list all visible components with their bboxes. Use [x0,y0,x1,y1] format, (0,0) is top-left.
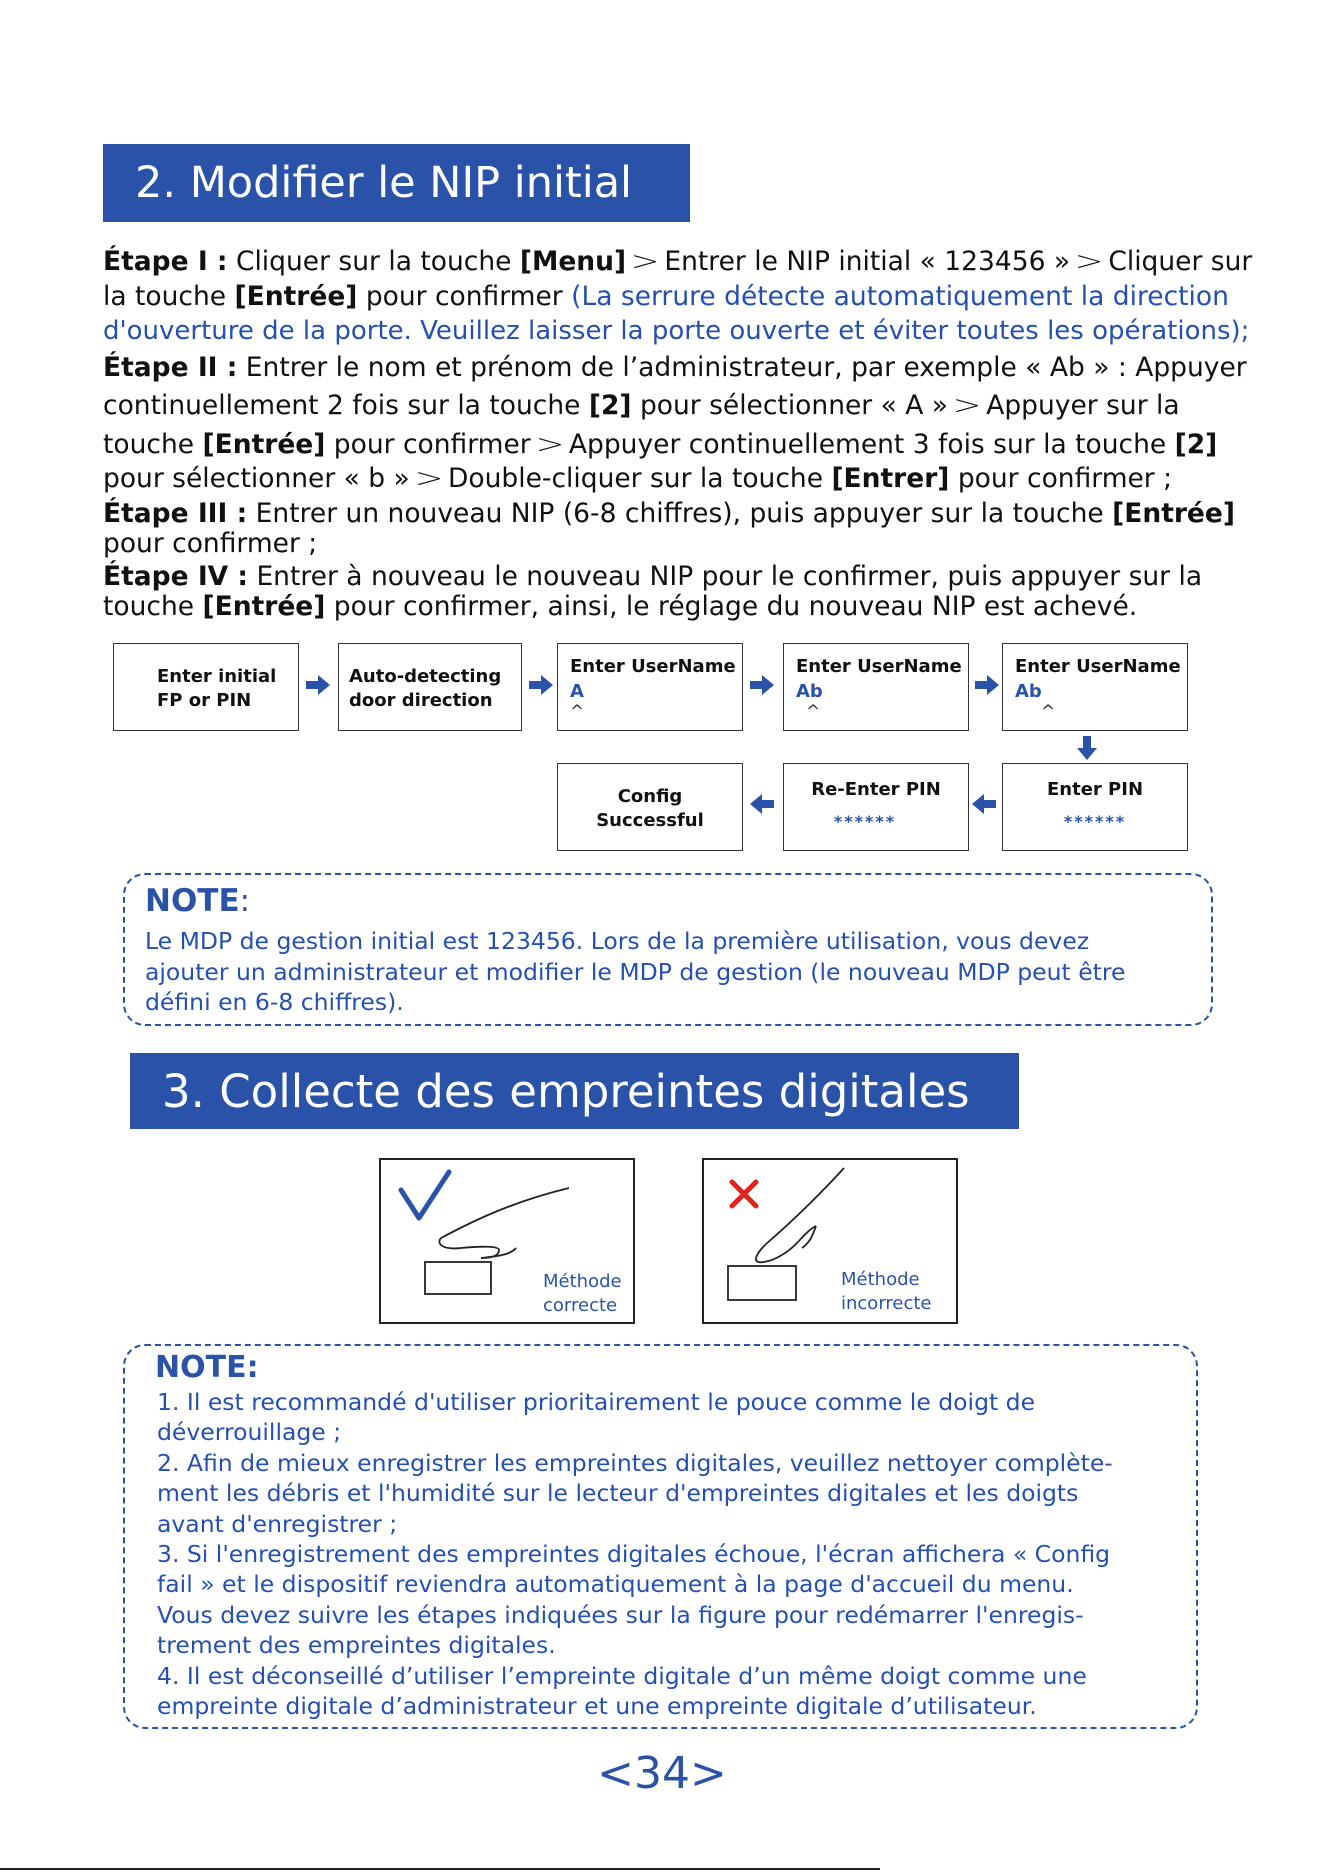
note-box-fingerprints [123,1344,1198,1729]
note-title: NOTE [145,883,240,919]
flow-box-enter-username-a: Enter UserName A ^ [557,643,743,731]
key-entrer: [Entrer] [831,463,950,494]
flow-box-config-successful: Config Successful [557,763,743,851]
key-menu: [Menu] [519,246,627,277]
note-box-initial-pin: NOTE: Le MDP de gestion initial est 123456. Lors de la première utilisation, vous devez ajouter un administrateur et modifier le MDP de gestion (le nouveau MDP peut être défini en 6-8 chiffres). [123,873,1213,1026]
flow-box-auto-detecting: Auto-detecting door direction [338,643,522,731]
step-2-line-4: pour sélectionner « b » > Double-cliquer sur la touche [Entrer] pour confirmer ; [103,462,1253,497]
flow-box-enter-pin: Enter PIN ****** [1002,763,1188,851]
arrow-right-icon [750,674,774,696]
chevron-right-icon: > [414,463,444,494]
step-4-line-2: touche [Entrée] pour confirmer, ainsi, le réglage du nouveau NIP est achevé. [103,591,1138,622]
arrow-left-icon [972,793,996,815]
step-2-line-1: Étape II : Entrer le nom et prénom de l’administrateur, par exemple « Ab » : Appuyer [103,351,1247,383]
arrow-left-icon [750,793,774,815]
flow-box-re-enter-pin: Re-Enter PIN ****** [783,763,969,851]
note-body: 1. Il est recommandé d'utiliser prioritairement le pouce comme le doigt de déverrouillage ; 2. Afin de mieux enregistrer les empreintes digitales, veuillez nettoyer complète- ment les débris et l'humidité sur le lecteur d'empreintes digitales et les doigts avant d'enregistrer ; 3. Si l'enregistrement des empreintes digitales échoue, l'écran affichera « Config fail » et le dispositif reviendra automatiquement à la page d'accueil du menu. Vous devez suivre les étapes indiquées sur la figure pour redémarrer l'enregis- trement des empreintes digitales. 4. Il est déconseillé d’utiliser l’empreinte digitale d’un même doigt comme une empreinte digitale d’administrateur et une empreinte digitale d’utilisateur. [157,1388,1113,1721]
section-title-modifier-nip: 2. Modifier le NIP initial [103,144,690,222]
chevron-right-icon: > [535,428,565,460]
step-3-line-1: Étape III : Entrer un nouveau NIP (6-8 chiffres), puis appuyer sur la touche [Entrée] [103,497,1235,529]
step-1-line-2: la touche [Entrée] pour confirmer (La serrure détecte automatiquement la direction [103,280,1229,312]
cursor-caret-icon: ^ [1041,702,1056,722]
step-2-label: Étape II : [103,351,238,383]
key-entree: [Entrée] [234,280,358,312]
arrow-right-icon [529,674,553,696]
section-title-collecte-empreintes: 3. Collecte des empreintes digitales [130,1053,1019,1129]
key-2: [2] [1174,428,1218,460]
figure-correct-method: Méthode correcte [379,1158,635,1324]
step-3-label: Étape III : [103,497,248,529]
step-2-line-3: touche [Entrée] pour confirmer > Appuyer continuellement 3 fois sur la touche [2] [103,428,1253,463]
chevron-right-icon: > [952,390,982,421]
pin-mask: ****** [833,812,897,831]
step-1-line-3: d'ouverture de la porte. Veuillez laisser la porte ouverte et éviter toutes les opérations); [103,316,1250,346]
page-number: <34> [597,1748,727,1799]
step-2-line-2: continuellement 2 fois sur la touche [2] pour sélectionner « A » > Appuyer sur la [103,389,1253,424]
cursor-caret-icon: ^ [806,702,821,722]
chevron-right-icon: > [630,246,660,277]
chevron-right-icon: > [1074,246,1104,277]
steps-text [103,245,1253,625]
key-entree: [Entrée] [202,591,326,622]
step-4-line-1: Étape IV : Entrer à nouveau le nouveau NIP pour le confirmer, puis appuyer sur la [103,560,1203,592]
step-1-label: Étape I : [103,246,228,277]
arrow-right-icon [306,674,330,696]
bottom-rule [0,1868,880,1870]
flow-box-enter-username-ab-confirm: Enter UserName Ab ^ [1002,643,1188,731]
note-body: Le MDP de gestion initial est 123456. Lors de la première utilisation, vous devez ajouter un administrateur et modifier le MDP de gestion (le nouveau MDP peut être défini en 6-8 chiffres). [145,927,1126,1016]
step-1-note: (La serrure détecte automatiquement la direction [571,280,1229,312]
figure-incorrect-method: Méthode incorrecte [702,1158,958,1324]
flow-box-enter-username-ab: Enter UserName Ab ^ [783,643,969,731]
arrow-down-icon [1076,736,1098,760]
step-1-line-1: Étape I : Cliquer sur la touche [Menu] > Entrer le NIP initial « 123456 » > Cliquer sur [103,245,1253,280]
flow-box-enter-initial: Enter initial FP or PIN [113,643,299,731]
key-2: [2] [588,390,632,421]
key-entree: [Entrée] [1112,497,1235,529]
arrow-right-icon [975,674,999,696]
step-4-label: Étape IV : [103,560,249,592]
note-title: NOTE: [155,1350,259,1385]
key-entree: [Entrée] [202,428,326,460]
pin-mask: ****** [1063,812,1127,831]
cursor-caret-icon: ^ [570,702,585,722]
step-3-line-2: pour confirmer ; [103,528,318,559]
